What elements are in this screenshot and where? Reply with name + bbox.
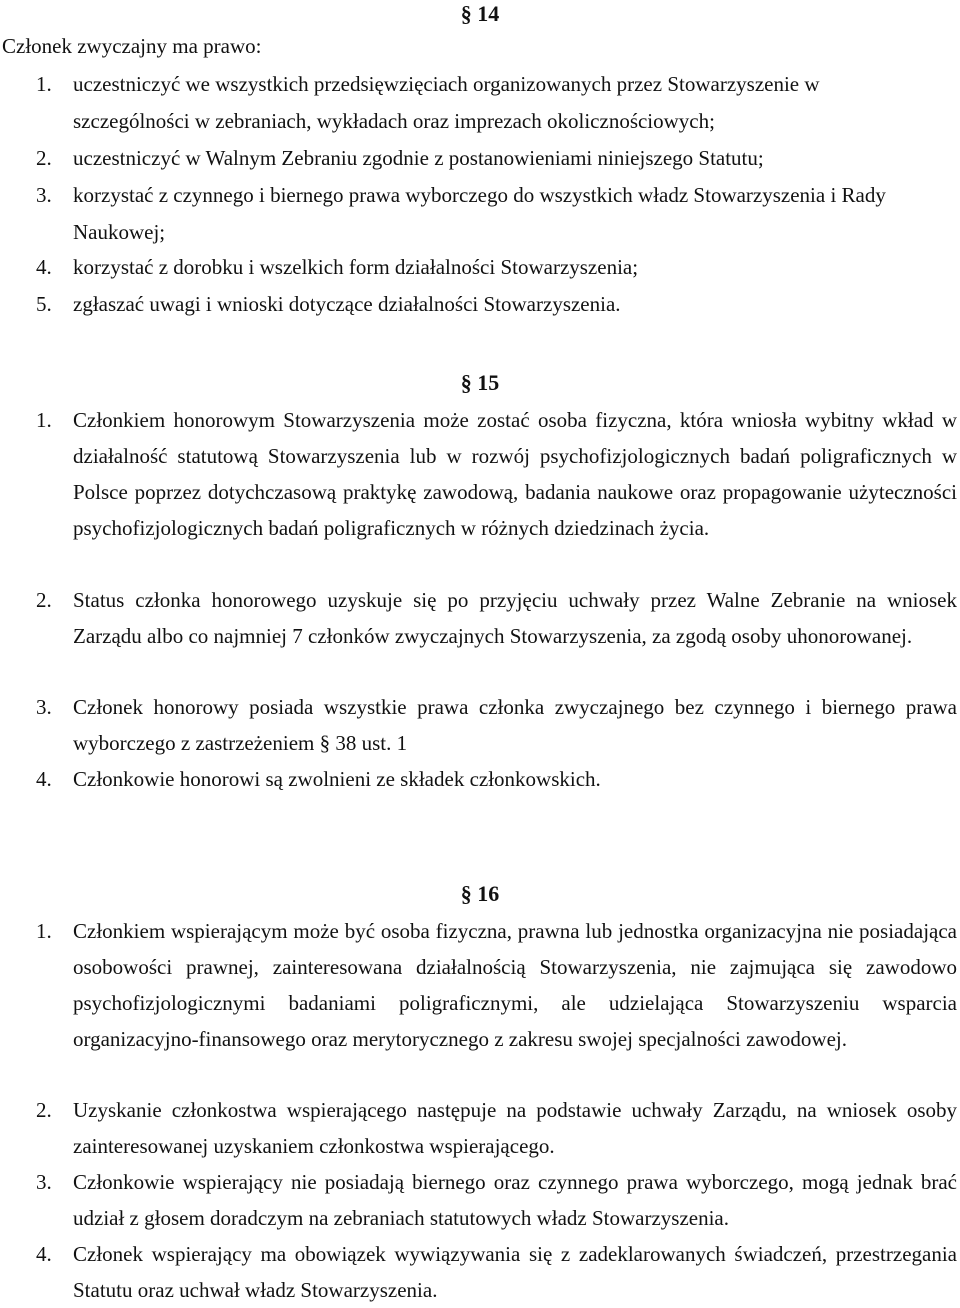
item-text: Uzyskanie członkostwa wspierającego następuje na podstawie uchwały Zarządu, na wniosek osoby zainteresowanej uzyskaniem członkostwa wspierającego. bbox=[73, 1098, 957, 1158]
item-text: korzystać z czynnego i biernego prawa wyborczego do wszystkich władz Stowarzyszenia i Rady Naukowej; bbox=[73, 183, 886, 244]
item-text: Członkiem wspierającym może być osoba fizyczna, prawna lub jednostka organizacyjna nie posiadająca osobowości prawnej, zainteresowana działalnością Stowarzyszenia, nie zajmująca się zawodowo psychofizjologicznymi badaniami poligraficznymi, ale udzielająca Stowarzyszeniu wsparcia organizacyjno-finansowego oraz merytorycznego z zakresu swojej specjalności zawodowej. bbox=[73, 919, 957, 1051]
item-text: Członkowie wspierający nie posiadają biernego oraz czynnego prawa wyborczego, mogą jednak brać udział z głosem doradczym na zebraniach statutowych władz Stowarzyszenia. bbox=[73, 1170, 957, 1230]
item-number: 1. bbox=[36, 408, 52, 432]
section-heading: § 14 bbox=[460, 1, 500, 26]
item-number: 1. bbox=[36, 72, 52, 96]
item-text: korzystać z dorobku i wszelkich form działalności Stowarzyszenia; bbox=[73, 255, 639, 279]
item-number: 3. bbox=[36, 183, 52, 207]
item-text: Członek wspierający ma obowiązek wywiązywania się z zadeklarowanych świadczeń, przestrzegania Statutu oraz uchwał władz Stowarzyszenia. bbox=[73, 1242, 957, 1302]
item-text: zgłaszać uwagi i wnioski dotyczące działalności Stowarzyszenia. bbox=[73, 292, 621, 316]
item-number: 2. bbox=[36, 146, 52, 170]
item-text: Członek honorowy posiada wszystkie prawa członka zwyczajnego bez czynnego i biernego prawa wyborczego z zastrzeżeniem § 38 ust. 1 bbox=[73, 695, 957, 755]
item-number: 3. bbox=[36, 1170, 52, 1194]
item-number: 4. bbox=[36, 255, 52, 279]
item-text: Status członka honorowego uzyskuje się po przyjęciu uchwały przez Walne Zebranie na wniosek Zarządu albo co najmniej 7 członków zwyczajnych Stowarzyszenia, za zgodą osoby uhonorowanej. bbox=[73, 588, 957, 648]
item-number: 2. bbox=[36, 588, 52, 612]
item-number: 2. bbox=[36, 1098, 52, 1122]
section-intro: Członek zwyczajny ma prawo: bbox=[2, 34, 262, 58]
item-text: Członkowie honorowi są zwolnieni ze składek członkowskich. bbox=[73, 767, 601, 791]
section-heading: § 15 bbox=[460, 370, 500, 395]
item-number: 5. bbox=[36, 292, 52, 316]
item-text: uczestniczyć we wszystkich przedsięwzięciach organizowanych przez Stowarzyszenie w szczególności w zebraniach, wykładach oraz imprezach okolicznościowych; bbox=[73, 72, 820, 133]
item-text: Członkiem honorowym Stowarzyszenia może zostać osoba fizyczna, która wniosła wybitny wkład w działalność statutową Stowarzyszenia lub w rozwój psychofizjologicznych badań poligraficznych w Polsce poprzez dotychczasową praktykę zawodową, badania naukowe oraz propagowanie użyteczności psychofizjologicznych badań poligraficznych w różnych dziedzinach życia. bbox=[73, 408, 957, 540]
item-number: 4. bbox=[36, 767, 52, 791]
item-number: 1. bbox=[36, 919, 52, 943]
item-number: 4. bbox=[36, 1242, 52, 1266]
item-number: 3. bbox=[36, 695, 52, 719]
item-text: uczestniczyć w Walnym Zebraniu zgodnie z postanowieniami niniejszego Statutu; bbox=[73, 146, 764, 170]
section-heading: § 16 bbox=[460, 881, 500, 906]
